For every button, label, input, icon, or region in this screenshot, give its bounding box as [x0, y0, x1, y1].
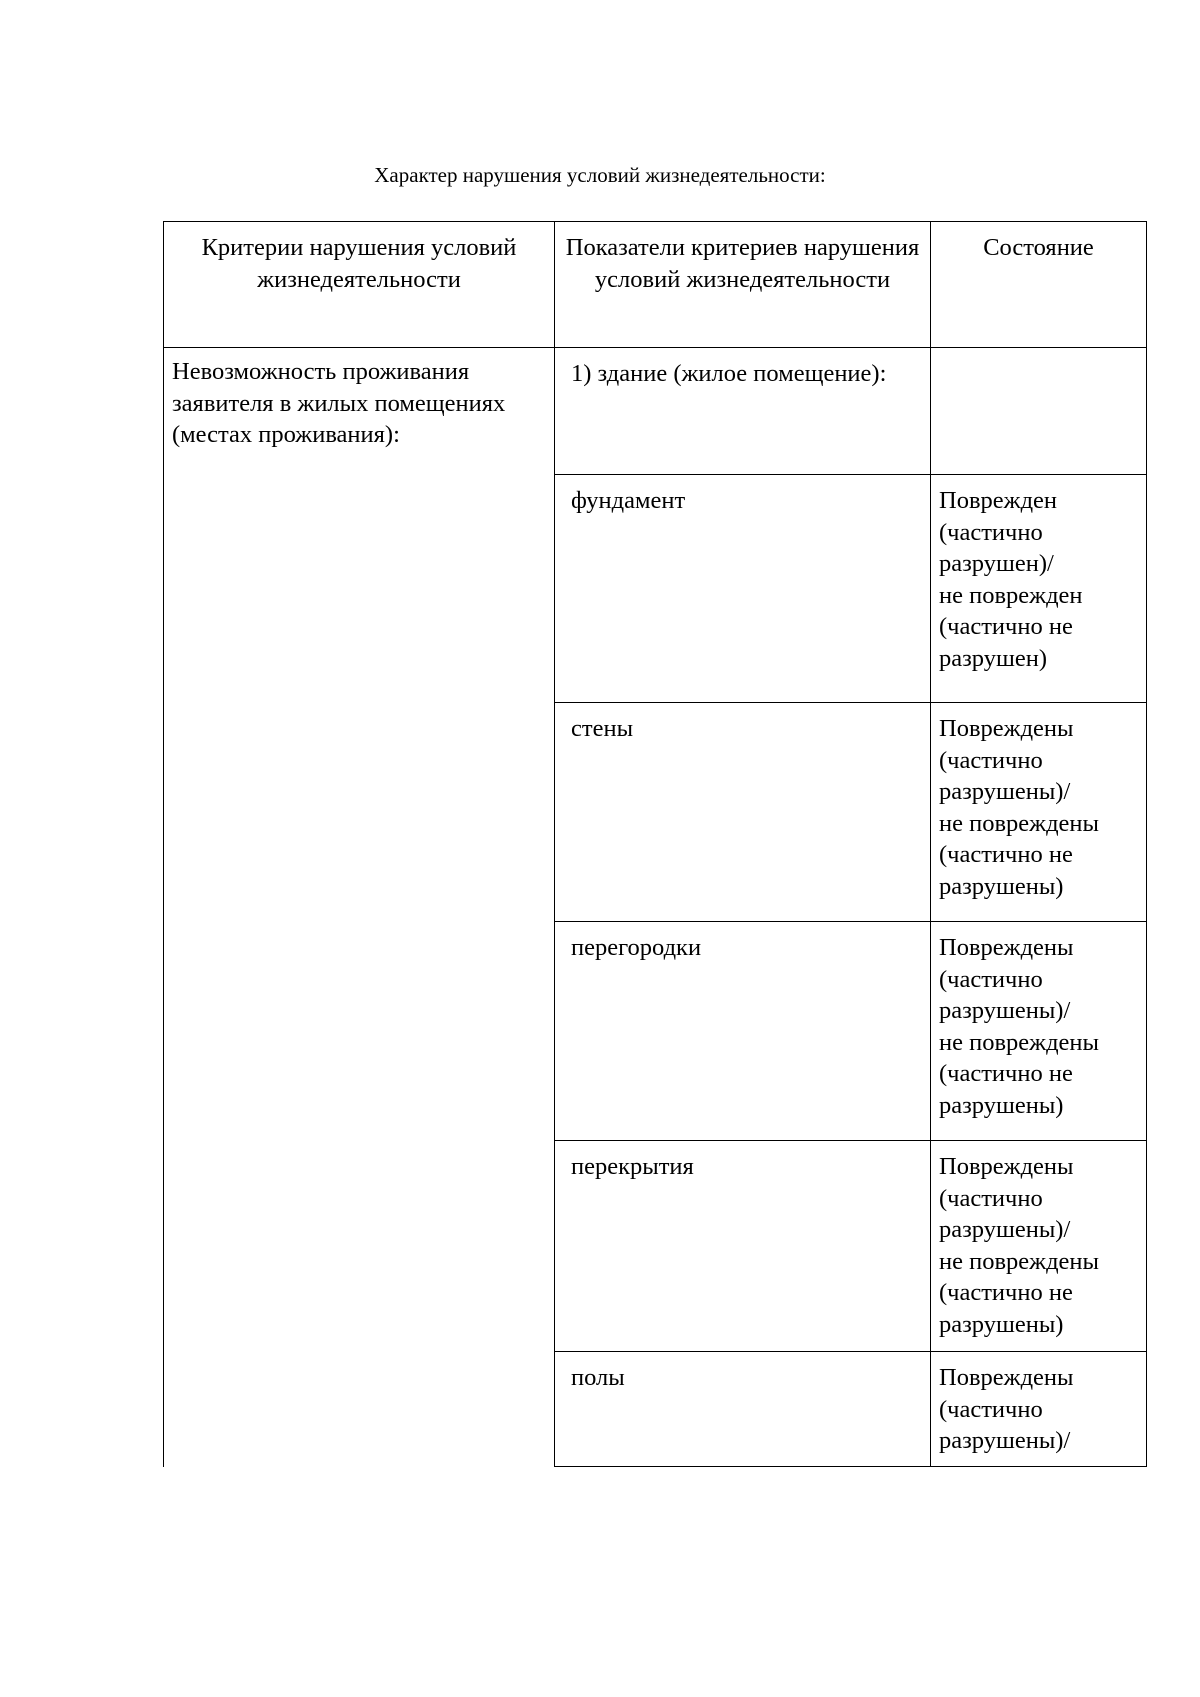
indicator-cell: перегородки: [555, 922, 931, 1141]
table-row: [164, 348, 1147, 475]
indicator-cell: перекрытия: [555, 1141, 931, 1352]
state-cell: Повреждены (частично разрушены)/: [931, 1352, 1147, 1467]
state-cell: Поврежден (частично разрушен)/ не поврежден (частично не разрушен): [931, 475, 1147, 703]
table-header-row: [164, 222, 1147, 348]
state-cell: [931, 348, 1147, 475]
indicator-cell: фундамент: [555, 475, 931, 703]
state-cell: Повреждены (частично разрушены)/ не повреждены (частично не разрушены): [931, 703, 1147, 922]
indicator-cell: 1) здание (жилое помещение):: [555, 348, 931, 475]
header-indicators: Показатели критериев нарушения условий жизнедеятельности: [555, 222, 931, 348]
indicator-cell: стены: [555, 703, 931, 922]
criterion-cell: Невозможность проживания заявителя в жилых помещениях (местах проживания):: [164, 348, 555, 1467]
state-cell: Повреждены (частично разрушены)/ не повреждены (частично не разрушены): [931, 1141, 1147, 1352]
document-title: Характер нарушения условий жизнедеятельности:: [374, 163, 826, 187]
indicator-cell: полы: [555, 1352, 931, 1467]
violation-criteria-table: [163, 221, 1147, 1467]
header-state: Состояние: [931, 222, 1147, 348]
header-criteria: Критерии нарушения условий жизнедеятельности: [164, 222, 555, 348]
state-cell: Повреждены (частично разрушены)/ не повреждены (частично не разрушены): [931, 922, 1147, 1141]
